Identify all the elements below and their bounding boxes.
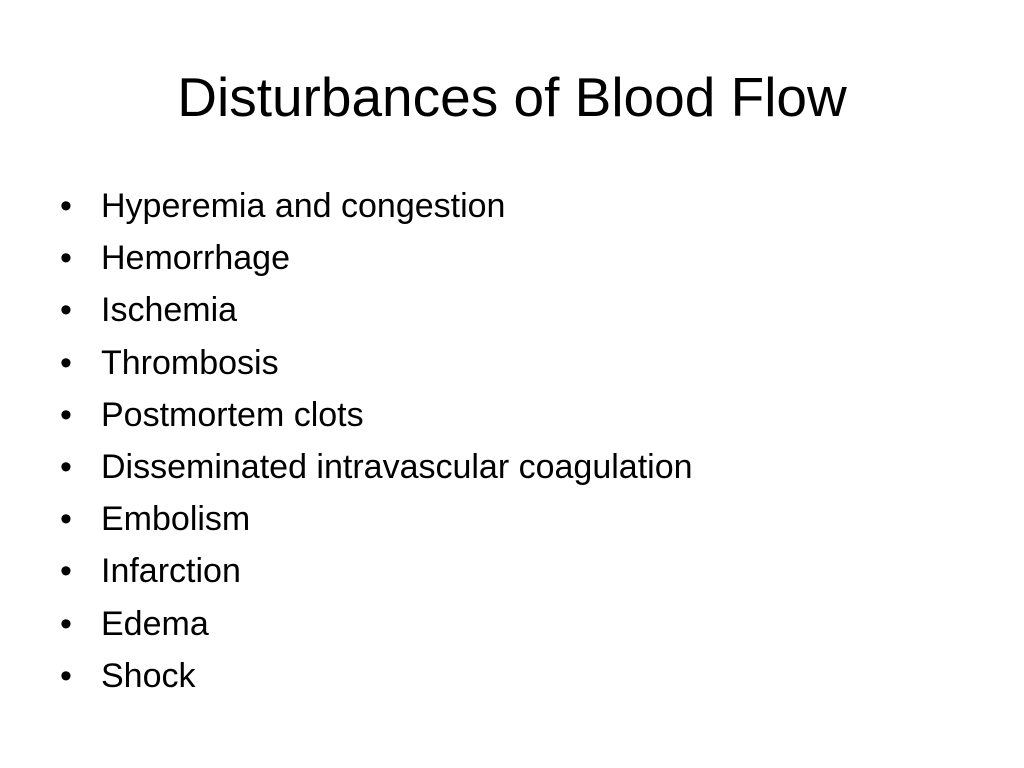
bullet-text: Edema: [101, 604, 209, 643]
bullet-icon: •: [60, 395, 72, 434]
bullet-text: Infarction: [101, 552, 241, 591]
slide-title: Disturbances of Blood Flow: [177, 66, 847, 128]
bullet-text: Shock: [101, 656, 196, 695]
bullet-icon: •: [60, 447, 72, 486]
bullet-icon: •: [60, 291, 72, 330]
bullet-text: Disseminated intravascular coagulation: [101, 447, 693, 486]
bullet-icon: •: [60, 656, 72, 695]
bullet-text: Hyperemia and congestion: [101, 187, 506, 225]
bullet-icon: •: [60, 500, 72, 539]
bullet-icon: •: [60, 604, 72, 643]
bullet-text: Ischemia: [101, 291, 238, 330]
bullet-text: Hemorrhage: [101, 239, 290, 278]
bullet-text: Postmortem clots: [101, 395, 364, 434]
bullet-icon: •: [60, 239, 72, 278]
bullet-icon: •: [60, 343, 72, 382]
bullet-text: Embolism: [101, 500, 251, 539]
bullet-icon: •: [60, 552, 72, 591]
bullet-icon: •: [60, 187, 72, 225]
bullet-text: Thrombosis: [101, 343, 279, 382]
